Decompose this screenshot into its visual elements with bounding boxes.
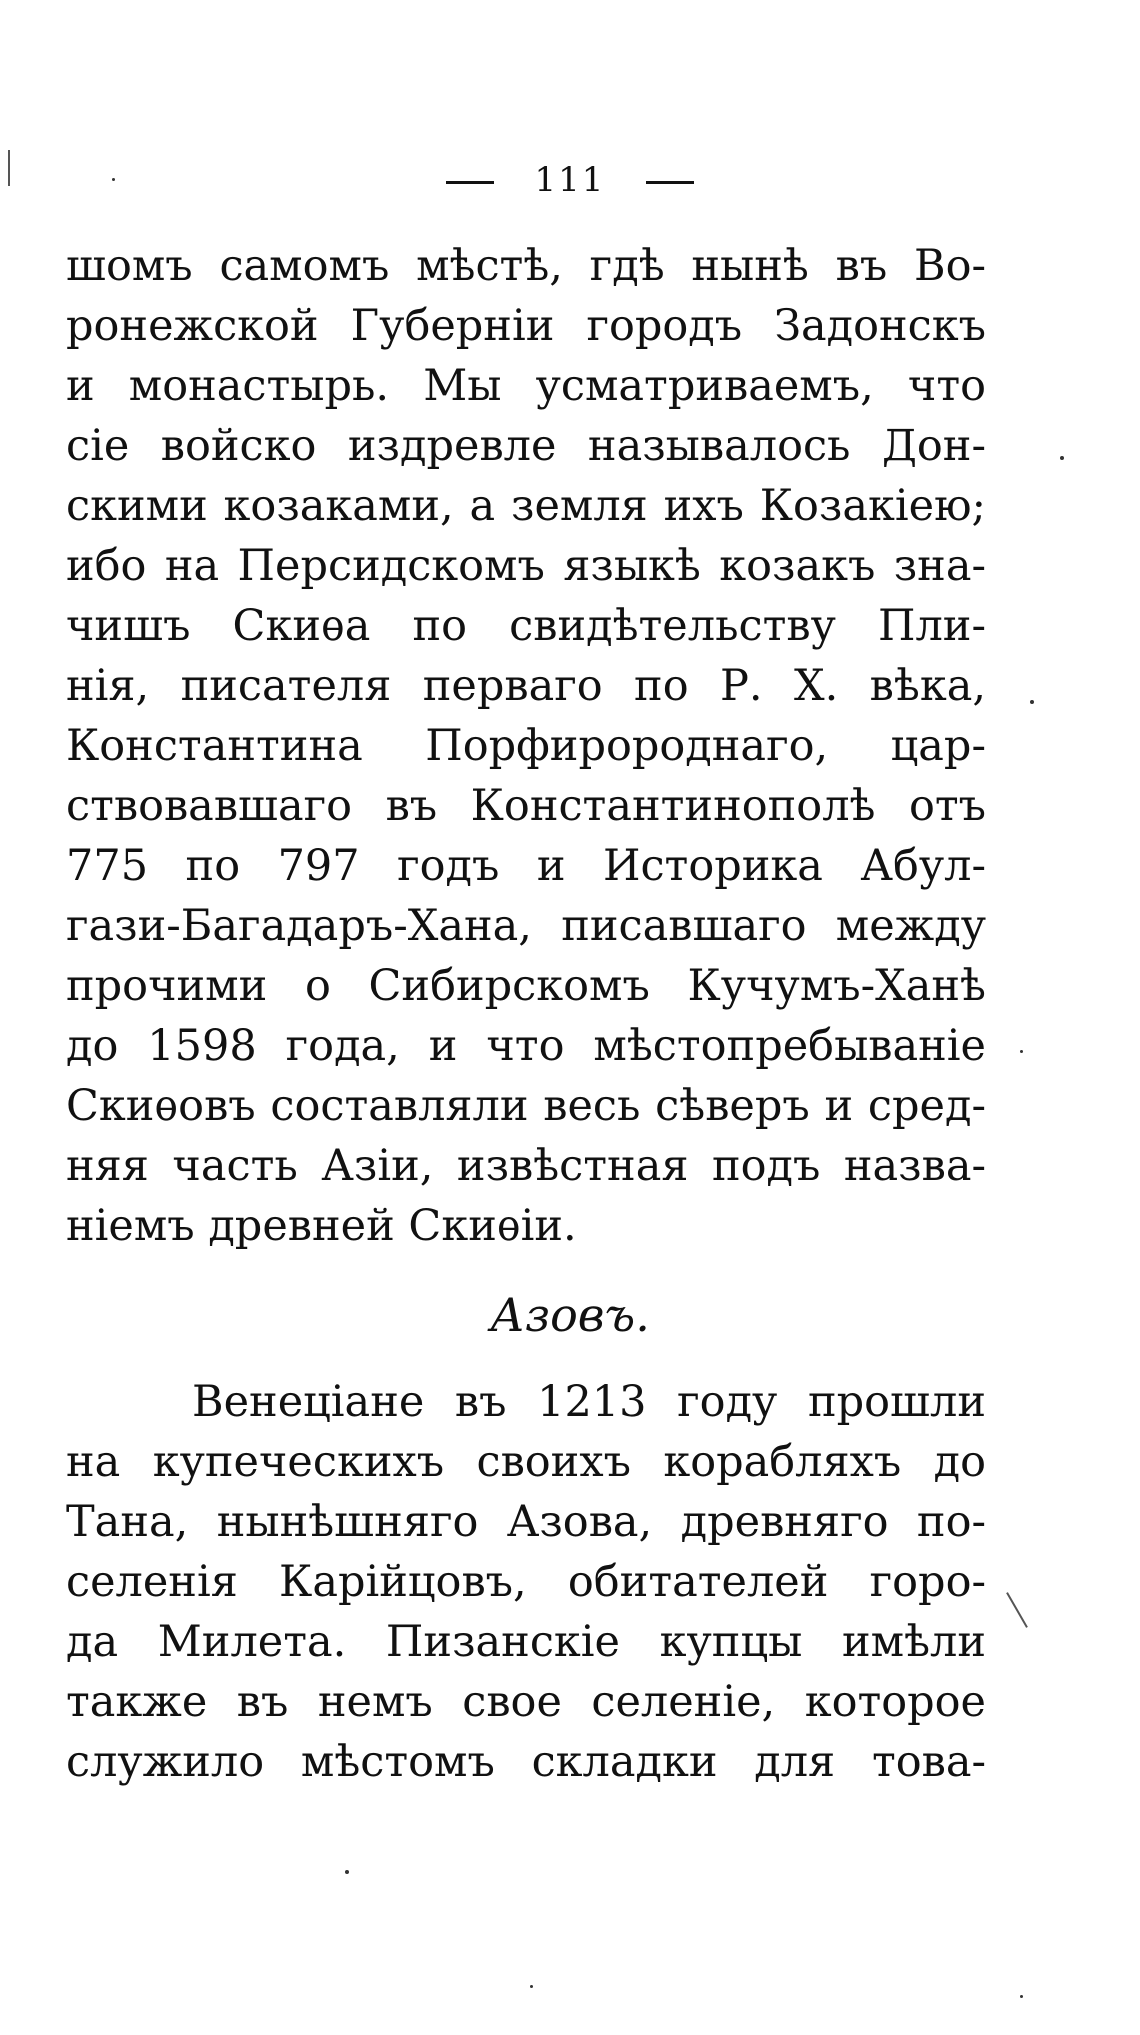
text-line: нія, писателя перваго по Р. Х. вѣка, [66,661,986,711]
scan-speck [345,1870,349,1874]
scan-speck [1030,700,1034,704]
text-line: Тана, нынѣшняго Азова, древняго по- [66,1497,986,1547]
scan-speck [1020,1050,1023,1053]
text-line: Венеціане въ 1213 году прошли [192,1377,986,1427]
text-line: гази-Багадаръ-Хана, писавшаго между [66,901,986,951]
scan-speck [112,178,115,181]
text-line: прочими о Сибирскомъ Кучумъ-Ханѣ [66,961,986,1011]
page-number: 111 [534,160,606,200]
paragraph-2 [66,1372,986,1792]
text-line: ронежской Губерніи городъ Задонскъ [66,301,986,351]
scan-speck [1020,1995,1023,1998]
scan-mark [8,150,10,186]
section-heading: Азовъ. [490,1288,650,1342]
scan-speck [530,1985,533,1988]
header-dash-right [646,181,694,184]
paragraph-1 [66,236,986,1256]
text-line: 775 по 797 годъ и Историка Абул- [66,841,986,891]
text-line: также въ немъ свое селеніе, которое [66,1677,986,1727]
text-line: до 1598 года, и что мѣстопребываніе [66,1021,986,1071]
text-line: служило мѣстомъ складки для това- [66,1737,986,1787]
text-line: ствовавшаго въ Константинополѣ отъ [66,781,986,831]
text-line: скими козаками, а земля ихъ Козакіею; [66,481,986,531]
text-line: няя часть Азіи, извѣстная подъ назва- [66,1141,986,1191]
text-line: на купеческихъ своихъ корабляхъ до [66,1437,986,1487]
scan-speck [1060,456,1064,460]
page-header [0,160,1140,200]
text-line: и монастырь. Мы усматриваемъ, что [66,361,986,411]
text-line: ніемъ древней Скиѳіи. [66,1201,577,1251]
text-line: да Милета. Пизанскіе купцы имѣли [66,1617,986,1667]
text-line: Скиѳовъ составляли весь сѣверъ и сред- [66,1081,986,1131]
text-line: Константина Порфиророднаго, цар- [66,721,986,771]
text-line: чишъ Скиѳа по свидѣтельству Пли- [66,601,986,651]
text-line: селенія Карійцовъ, обитателей горо- [66,1557,986,1607]
text-line: шомъ самомъ мѣстѣ, гдѣ нынѣ въ Во- [66,241,986,291]
header-dash-left [446,181,494,184]
scan-mark [1006,1592,1028,1628]
text-line: сіе войско издревле называлось Дон- [66,421,986,471]
text-line: ибо на Персидскомъ языкѣ козакъ зна- [66,541,986,591]
